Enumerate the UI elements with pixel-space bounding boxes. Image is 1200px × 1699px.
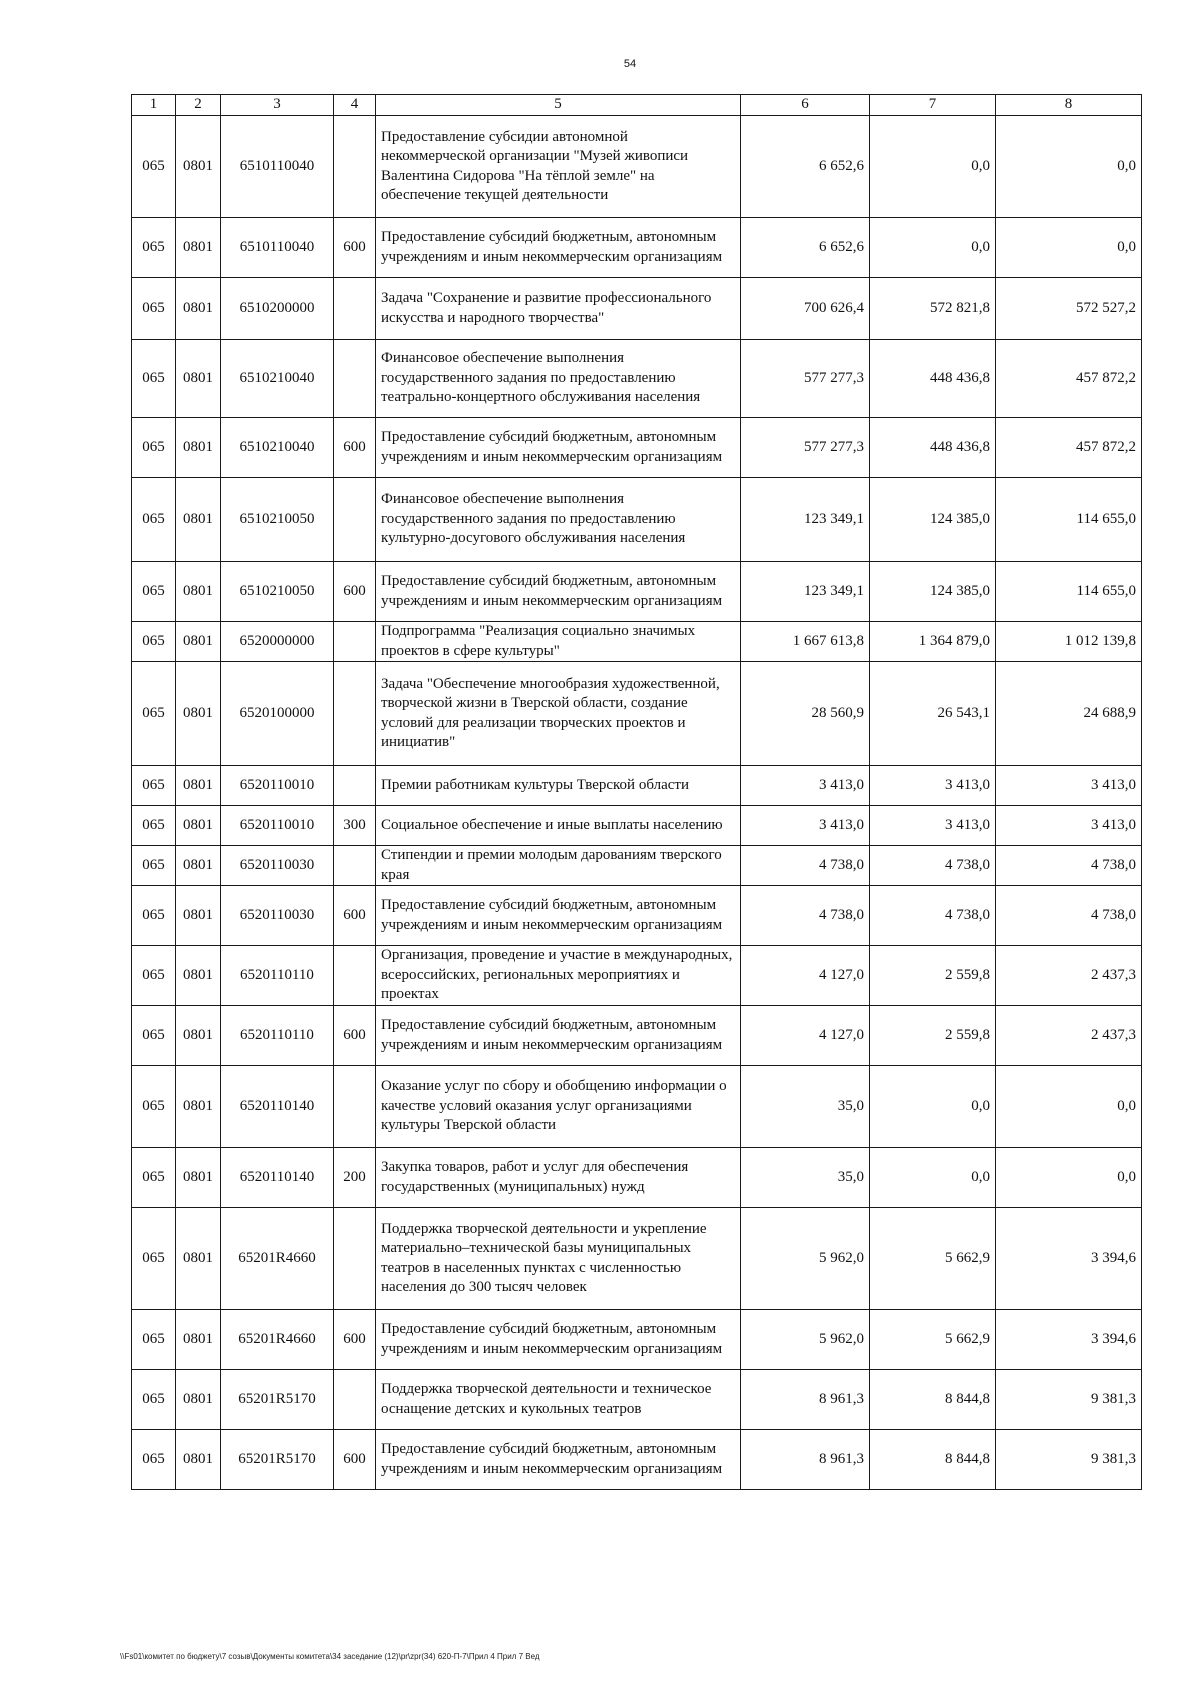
cell-amount-col6: 4 738,0 bbox=[741, 846, 870, 886]
cell-subsection-code: 0801 bbox=[176, 946, 221, 1006]
cell-amount-col7: 0,0 bbox=[870, 116, 996, 218]
column-header: 7 bbox=[870, 95, 996, 116]
cell-amount-col7: 3 413,0 bbox=[870, 806, 996, 846]
cell-amount-col6: 700 626,4 bbox=[741, 278, 870, 340]
cell-amount-col7: 124 385,0 bbox=[870, 562, 996, 622]
cell-amount-col8: 1 012 139,8 bbox=[996, 622, 1142, 662]
table-row bbox=[132, 562, 1142, 622]
cell-description: Финансовое обеспечение выполнения государственного задания по предоставлению культурно-досугового обслуживания населения bbox=[376, 478, 741, 562]
cell-expense-type: 600 bbox=[334, 418, 376, 478]
cell-amount-col8: 24 688,9 bbox=[996, 662, 1142, 766]
cell-subsection-code: 0801 bbox=[176, 886, 221, 946]
table-row bbox=[132, 806, 1142, 846]
cell-section-code: 065 bbox=[132, 340, 176, 418]
cell-subsection-code: 0801 bbox=[176, 340, 221, 418]
cell-amount-col6: 123 349,1 bbox=[741, 478, 870, 562]
cell-description: Оказание услуг по сбору и обобщению информации о качестве условий оказания услуг организациями культуры Тверской области bbox=[376, 1066, 741, 1148]
table-row bbox=[132, 846, 1142, 886]
table-row bbox=[132, 340, 1142, 418]
cell-amount-col6: 35,0 bbox=[741, 1066, 870, 1148]
cell-subsection-code: 0801 bbox=[176, 478, 221, 562]
cell-amount-col6: 5 962,0 bbox=[741, 1310, 870, 1370]
table-row bbox=[132, 116, 1142, 218]
cell-description: Предоставление субсидий бюджетным, автономным учреждениям и иным некоммерческим организациям bbox=[376, 218, 741, 278]
cell-target-article: 6520110110 bbox=[221, 946, 334, 1006]
cell-section-code: 065 bbox=[132, 562, 176, 622]
cell-target-article: 6520100000 bbox=[221, 662, 334, 766]
cell-amount-col8: 3 413,0 bbox=[996, 806, 1142, 846]
cell-section-code: 065 bbox=[132, 1430, 176, 1490]
cell-amount-col7: 448 436,8 bbox=[870, 340, 996, 418]
cell-amount-col6: 8 961,3 bbox=[741, 1430, 870, 1490]
cell-expense-type: 600 bbox=[334, 1006, 376, 1066]
cell-amount-col8: 3 394,6 bbox=[996, 1310, 1142, 1370]
cell-subsection-code: 0801 bbox=[176, 1066, 221, 1148]
cell-amount-col8: 0,0 bbox=[996, 1148, 1142, 1208]
cell-amount-col8: 0,0 bbox=[996, 116, 1142, 218]
column-header: 3 bbox=[221, 95, 334, 116]
cell-expense-type bbox=[334, 278, 376, 340]
cell-description: Предоставление субсидий бюджетным, автономным учреждениям и иным некоммерческим организациям bbox=[376, 562, 741, 622]
cell-expense-type: 300 bbox=[334, 806, 376, 846]
cell-expense-type: 600 bbox=[334, 562, 376, 622]
cell-description: Предоставление субсидий бюджетным, автономным учреждениям и иным некоммерческим организациям bbox=[376, 1006, 741, 1066]
cell-section-code: 065 bbox=[132, 116, 176, 218]
cell-description: Предоставление субсидий бюджетным, автономным учреждениям и иным некоммерческим организациям bbox=[376, 1310, 741, 1370]
cell-expense-type bbox=[334, 1066, 376, 1148]
cell-target-article: 6520110140 bbox=[221, 1066, 334, 1148]
cell-target-article: 6520110140 bbox=[221, 1148, 334, 1208]
cell-amount-col8: 572 527,2 bbox=[996, 278, 1142, 340]
cell-subsection-code: 0801 bbox=[176, 116, 221, 218]
cell-amount-col6: 3 413,0 bbox=[741, 766, 870, 806]
cell-expense-type bbox=[334, 846, 376, 886]
cell-expense-type: 600 bbox=[334, 1430, 376, 1490]
cell-amount-col7: 124 385,0 bbox=[870, 478, 996, 562]
cell-description: Предоставление субсидий бюджетным, автономным учреждениям и иным некоммерческим организациям bbox=[376, 1430, 741, 1490]
table-row bbox=[132, 278, 1142, 340]
table-row bbox=[132, 1310, 1142, 1370]
cell-description: Предоставление субсидий бюджетным, автономным учреждениям и иным некоммерческим организациям bbox=[376, 418, 741, 478]
cell-section-code: 065 bbox=[132, 806, 176, 846]
cell-amount-col7: 2 559,8 bbox=[870, 1006, 996, 1066]
cell-amount-col8: 114 655,0 bbox=[996, 562, 1142, 622]
cell-amount-col6: 577 277,3 bbox=[741, 418, 870, 478]
table-row bbox=[132, 1148, 1142, 1208]
cell-description: Финансовое обеспечение выполнения государственного задания по предоставлению театрально-концертного обслуживания населения bbox=[376, 340, 741, 418]
cell-amount-col7: 0,0 bbox=[870, 1148, 996, 1208]
cell-amount-col7: 5 662,9 bbox=[870, 1208, 996, 1310]
table-row bbox=[132, 622, 1142, 662]
table-row bbox=[132, 766, 1142, 806]
cell-amount-col7: 8 844,8 bbox=[870, 1370, 996, 1430]
budget-table bbox=[131, 94, 1142, 1490]
cell-section-code: 065 bbox=[132, 886, 176, 946]
cell-expense-type bbox=[334, 478, 376, 562]
table-row bbox=[132, 1208, 1142, 1310]
cell-target-article: 65201R4660 bbox=[221, 1208, 334, 1310]
cell-subsection-code: 0801 bbox=[176, 1370, 221, 1430]
table-row bbox=[132, 662, 1142, 766]
cell-amount-col6: 5 962,0 bbox=[741, 1208, 870, 1310]
cell-target-article: 6510110040 bbox=[221, 116, 334, 218]
column-header: 2 bbox=[176, 95, 221, 116]
cell-expense-type bbox=[334, 116, 376, 218]
cell-section-code: 065 bbox=[132, 1066, 176, 1148]
cell-section-code: 065 bbox=[132, 766, 176, 806]
cell-target-article: 6520110030 bbox=[221, 886, 334, 946]
cell-subsection-code: 0801 bbox=[176, 218, 221, 278]
cell-description: Премии работникам культуры Тверской области bbox=[376, 766, 741, 806]
cell-description: Стипендии и премии молодым дарованиям тверского края bbox=[376, 846, 741, 886]
cell-target-article: 6520110030 bbox=[221, 846, 334, 886]
cell-description: Закупка товаров, работ и услуг для обеспечения государственных (муниципальных) нужд bbox=[376, 1148, 741, 1208]
table-row bbox=[132, 1370, 1142, 1430]
cell-expense-type: 600 bbox=[334, 1310, 376, 1370]
cell-section-code: 065 bbox=[132, 1208, 176, 1310]
cell-amount-col6: 6 652,6 bbox=[741, 116, 870, 218]
cell-amount-col8: 3 394,6 bbox=[996, 1208, 1142, 1310]
cell-target-article: 6520110110 bbox=[221, 1006, 334, 1066]
cell-section-code: 065 bbox=[132, 622, 176, 662]
cell-subsection-code: 0801 bbox=[176, 1310, 221, 1370]
cell-target-article: 6510210040 bbox=[221, 340, 334, 418]
cell-section-code: 065 bbox=[132, 846, 176, 886]
cell-amount-col6: 577 277,3 bbox=[741, 340, 870, 418]
table-row bbox=[132, 1066, 1142, 1148]
cell-expense-type bbox=[334, 662, 376, 766]
cell-amount-col7: 0,0 bbox=[870, 1066, 996, 1148]
column-header: 6 bbox=[741, 95, 870, 116]
cell-amount-col7: 2 559,8 bbox=[870, 946, 996, 1006]
cell-amount-col8: 9 381,3 bbox=[996, 1430, 1142, 1490]
cell-target-article: 6520110010 bbox=[221, 806, 334, 846]
cell-subsection-code: 0801 bbox=[176, 846, 221, 886]
cell-amount-col6: 4 127,0 bbox=[741, 1006, 870, 1066]
cell-subsection-code: 0801 bbox=[176, 662, 221, 766]
cell-section-code: 065 bbox=[132, 218, 176, 278]
cell-amount-col7: 4 738,0 bbox=[870, 886, 996, 946]
cell-amount-col6: 4 127,0 bbox=[741, 946, 870, 1006]
cell-expense-type bbox=[334, 766, 376, 806]
cell-amount-col6: 123 349,1 bbox=[741, 562, 870, 622]
cell-amount-col8: 457 872,2 bbox=[996, 418, 1142, 478]
cell-amount-col8: 114 655,0 bbox=[996, 478, 1142, 562]
column-header: 5 bbox=[376, 95, 741, 116]
table-body bbox=[132, 116, 1142, 1490]
cell-description: Социальное обеспечение и иные выплаты населению bbox=[376, 806, 741, 846]
column-header: 1 bbox=[132, 95, 176, 116]
cell-expense-type bbox=[334, 1370, 376, 1430]
cell-amount-col7: 448 436,8 bbox=[870, 418, 996, 478]
cell-amount-col6: 4 738,0 bbox=[741, 886, 870, 946]
cell-expense-type: 600 bbox=[334, 218, 376, 278]
cell-target-article: 6510210050 bbox=[221, 478, 334, 562]
cell-amount-col7: 0,0 bbox=[870, 218, 996, 278]
cell-description: Предоставление субсидии автономной некоммерческой организации "Музей живописи Валентина Сидорова "На тёплой земле" на обеспечение текущей деятельности bbox=[376, 116, 741, 218]
cell-amount-col6: 28 560,9 bbox=[741, 662, 870, 766]
cell-subsection-code: 0801 bbox=[176, 1208, 221, 1310]
cell-section-code: 065 bbox=[132, 1310, 176, 1370]
cell-target-article: 65201R4660 bbox=[221, 1310, 334, 1370]
cell-amount-col7: 572 821,8 bbox=[870, 278, 996, 340]
cell-section-code: 065 bbox=[132, 662, 176, 766]
cell-amount-col8: 457 872,2 bbox=[996, 340, 1142, 418]
cell-amount-col8: 2 437,3 bbox=[996, 1006, 1142, 1066]
table-row bbox=[132, 478, 1142, 562]
cell-amount-col8: 4 738,0 bbox=[996, 886, 1142, 946]
column-header: 4 bbox=[334, 95, 376, 116]
table-row bbox=[132, 1006, 1142, 1066]
cell-amount-col6: 8 961,3 bbox=[741, 1370, 870, 1430]
cell-subsection-code: 0801 bbox=[176, 766, 221, 806]
cell-amount-col6: 3 413,0 bbox=[741, 806, 870, 846]
cell-section-code: 065 bbox=[132, 478, 176, 562]
cell-description: Задача "Обеспечение многообразия художественной, творческой жизни в Тверской области, создание условий для реализации творческих проектов и инициатив" bbox=[376, 662, 741, 766]
cell-amount-col8: 2 437,3 bbox=[996, 946, 1142, 1006]
cell-amount-col6: 35,0 bbox=[741, 1148, 870, 1208]
cell-amount-col8: 0,0 bbox=[996, 218, 1142, 278]
cell-subsection-code: 0801 bbox=[176, 562, 221, 622]
cell-amount-col7: 5 662,9 bbox=[870, 1310, 996, 1370]
cell-amount-col8: 3 413,0 bbox=[996, 766, 1142, 806]
cell-subsection-code: 0801 bbox=[176, 1430, 221, 1490]
cell-description: Подпрограмма "Реализация социально значимых проектов в сфере культуры" bbox=[376, 622, 741, 662]
cell-target-article: 65201R5170 bbox=[221, 1430, 334, 1490]
cell-section-code: 065 bbox=[132, 1370, 176, 1430]
cell-target-article: 6520110010 bbox=[221, 766, 334, 806]
cell-section-code: 065 bbox=[132, 418, 176, 478]
cell-target-article: 6520000000 bbox=[221, 622, 334, 662]
cell-amount-col8: 0,0 bbox=[996, 1066, 1142, 1148]
cell-amount-col7: 1 364 879,0 bbox=[870, 622, 996, 662]
cell-subsection-code: 0801 bbox=[176, 1148, 221, 1208]
cell-subsection-code: 0801 bbox=[176, 1006, 221, 1066]
cell-description: Предоставление субсидий бюджетным, автономным учреждениям и иным некоммерческим организациям bbox=[376, 886, 741, 946]
cell-amount-col7: 3 413,0 bbox=[870, 766, 996, 806]
cell-expense-type bbox=[334, 1208, 376, 1310]
cell-subsection-code: 0801 bbox=[176, 622, 221, 662]
cell-expense-type: 600 bbox=[334, 886, 376, 946]
column-number-header bbox=[132, 95, 1142, 116]
cell-amount-col7: 8 844,8 bbox=[870, 1430, 996, 1490]
cell-expense-type bbox=[334, 622, 376, 662]
table-row bbox=[132, 886, 1142, 946]
page-number: 54 bbox=[623, 58, 637, 70]
cell-target-article: 6510210050 bbox=[221, 562, 334, 622]
cell-amount-col6: 6 652,6 bbox=[741, 218, 870, 278]
cell-target-article: 6510200000 bbox=[221, 278, 334, 340]
cell-expense-type bbox=[334, 946, 376, 1006]
cell-amount-col7: 26 543,1 bbox=[870, 662, 996, 766]
cell-subsection-code: 0801 bbox=[176, 418, 221, 478]
table-row bbox=[132, 1430, 1142, 1490]
cell-expense-type: 200 bbox=[334, 1148, 376, 1208]
cell-amount-col6: 1 667 613,8 bbox=[741, 622, 870, 662]
table-row bbox=[132, 946, 1142, 1006]
cell-amount-col7: 4 738,0 bbox=[870, 846, 996, 886]
cell-expense-type bbox=[334, 340, 376, 418]
footer-file-path: \\Fs01\комитет по бюджету\7 созыв\Документы комитета\34 заседание (12)\pr\zpr(34) 620-П-7\Прил 4 Прил 7 Вед bbox=[120, 1652, 540, 1661]
cell-section-code: 065 bbox=[132, 946, 176, 1006]
table-row bbox=[132, 418, 1142, 478]
cell-section-code: 065 bbox=[132, 278, 176, 340]
cell-amount-col8: 4 738,0 bbox=[996, 846, 1142, 886]
cell-section-code: 065 bbox=[132, 1006, 176, 1066]
cell-subsection-code: 0801 bbox=[176, 806, 221, 846]
table-row bbox=[132, 218, 1142, 278]
cell-description: Поддержка творческой деятельности и техническое оснащение детских и кукольных театров bbox=[376, 1370, 741, 1430]
cell-target-article: 65201R5170 bbox=[221, 1370, 334, 1430]
cell-section-code: 065 bbox=[132, 1148, 176, 1208]
cell-amount-col8: 9 381,3 bbox=[996, 1370, 1142, 1430]
cell-description: Организация, проведение и участие в международных, всероссийских, региональных мероприятиях и проектах bbox=[376, 946, 741, 1006]
column-header: 8 bbox=[996, 95, 1142, 116]
cell-description: Поддержка творческой деятельности и укрепление материально–технической базы муниципальных театров в населенных пунктах с численностью населения до 300 тысяч человек bbox=[376, 1208, 741, 1310]
cell-target-article: 6510110040 bbox=[221, 218, 334, 278]
cell-subsection-code: 0801 bbox=[176, 278, 221, 340]
cell-target-article: 6510210040 bbox=[221, 418, 334, 478]
cell-description: Задача "Сохранение и развитие профессионального искусства и народного творчества" bbox=[376, 278, 741, 340]
